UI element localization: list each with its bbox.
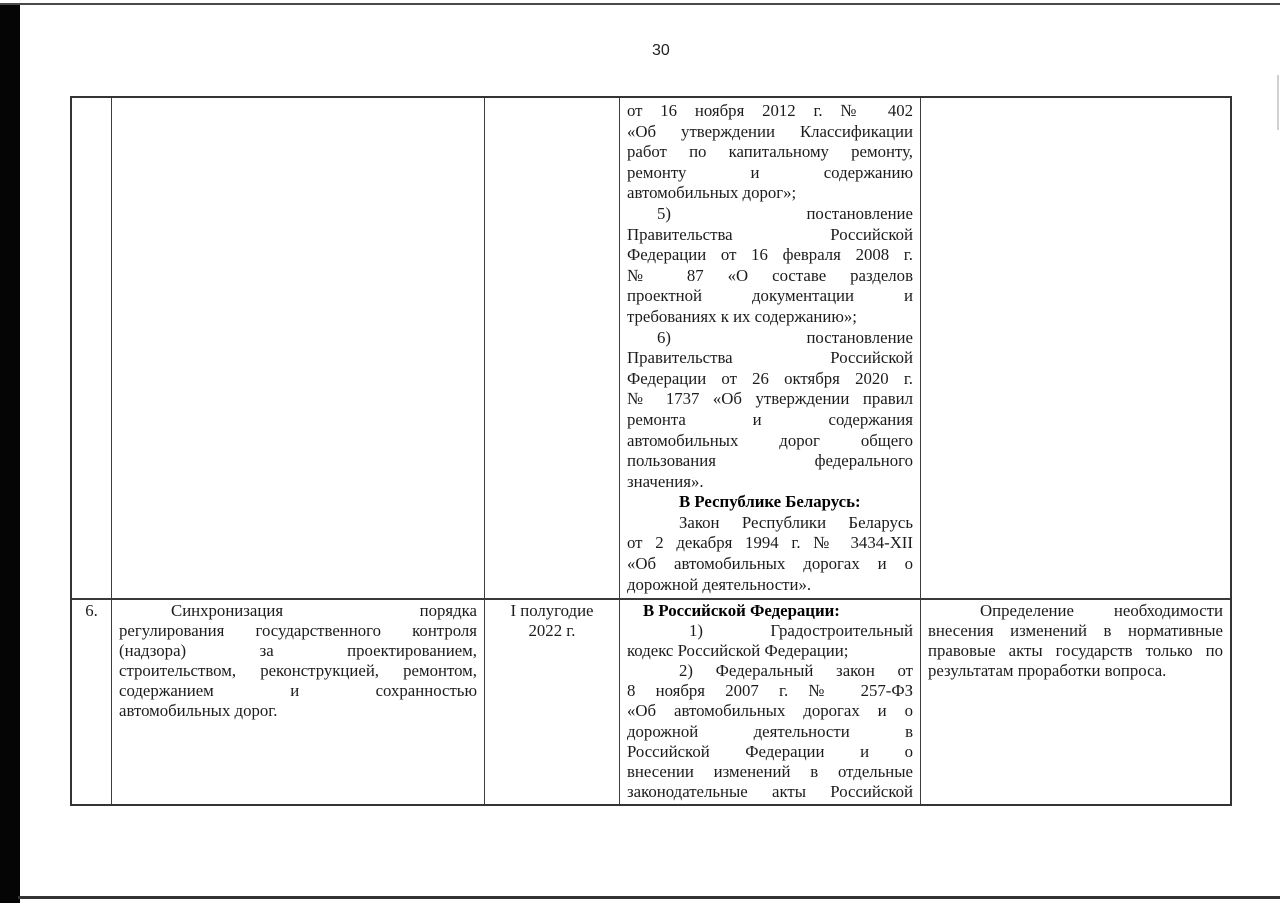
timing-cell-empty xyxy=(485,98,620,598)
text-line: Определение необходимости xyxy=(980,601,1223,620)
text-line: автомобильных дорог»; xyxy=(627,183,797,203)
text-line: 6) постановление xyxy=(657,327,913,347)
measure-cell-empty xyxy=(112,98,485,598)
row-number-cell xyxy=(72,600,112,804)
text-line: Закон Республики Беларусь xyxy=(679,512,913,532)
text-line: внесения изменений в нормативные xyxy=(928,621,1223,641)
scan-right-artifact xyxy=(1277,75,1279,130)
text-line: автомобильных дорог общего xyxy=(627,430,913,450)
text-line: правовые акты государств только по xyxy=(928,641,1223,661)
scan-edge-bar xyxy=(0,3,20,903)
text-line: требованиях к их содержанию»; xyxy=(627,306,857,326)
text-line: значения». xyxy=(627,471,704,491)
continuation-row xyxy=(72,98,1230,598)
text-line: № 1737 «Об утверждении правил xyxy=(627,389,913,409)
notes-cell xyxy=(921,600,1230,804)
text-line: дорожной деятельности». xyxy=(627,574,812,594)
text-line: 1) Градостроительный xyxy=(689,621,913,641)
legal-basis-cell xyxy=(620,98,921,598)
scan-top-line xyxy=(0,3,1280,5)
text-line: содержанием и сохранностью xyxy=(119,681,477,701)
text-line: (надзора) за проектированием, xyxy=(119,641,477,661)
text-line: 2022 г. xyxy=(528,621,576,641)
text-line: пользования федерального xyxy=(627,451,913,471)
text-line: 2) Федеральный закон от xyxy=(679,661,913,681)
text-line: ремонту и содержанию xyxy=(627,162,913,182)
text-line: от 2 декабря 1994 г. № 3434-XII xyxy=(627,533,913,553)
text-line: работ по капитальному ремонту, xyxy=(627,142,913,162)
text-line: 8 ноября 2007 г. № 257-ФЗ xyxy=(627,681,913,701)
number-cell-empty xyxy=(72,98,112,598)
text-line: «Об автомобильных дорогах и о xyxy=(627,554,913,574)
text-line: ремонта и содержания xyxy=(627,409,913,429)
text-line: регулирования государственного контроля xyxy=(119,621,477,641)
text-line: 5) постановление xyxy=(657,203,913,223)
text-line: Федерации от 16 февраля 2008 г. xyxy=(627,245,913,265)
text-line: Синхронизация порядка xyxy=(171,601,477,620)
measure-cell xyxy=(112,600,485,804)
text-line: Правительства Российской xyxy=(627,224,913,244)
text-line: кодекс Российской Федерации; xyxy=(627,641,849,661)
text-line: Правительства Российской xyxy=(627,348,913,368)
text-line: от 16 ноября 2012 г. № 402 xyxy=(627,101,913,120)
text-line: В Республике Беларусь: xyxy=(679,492,861,512)
text-line: «Об утверждении Классификации xyxy=(627,121,913,141)
legal-basis-cell xyxy=(620,600,921,804)
text-line: I полугодие xyxy=(510,601,594,620)
text-line: результатам проработки вопроса. xyxy=(928,661,1167,681)
text-line: проектной документации и xyxy=(627,286,913,306)
text-line: автомобильных дорог. xyxy=(119,701,278,721)
scan-bottom-line xyxy=(18,896,1280,899)
row-number: 6. xyxy=(85,601,98,620)
text-line: внесении изменений в отдельные xyxy=(627,761,913,781)
notes-cell-empty xyxy=(921,98,1230,598)
text-line: дорожной деятельности в xyxy=(627,721,913,741)
text-line: № 87 «О составе разделов xyxy=(627,265,913,285)
table-row-6 xyxy=(72,598,1230,804)
text-line: В Российской Федерации: xyxy=(643,601,840,620)
text-line: Российской Федерации и о xyxy=(627,741,913,761)
page-number: 30 xyxy=(652,42,670,59)
legal-measures-table xyxy=(70,96,1232,806)
text-line: Федерации от 26 октября 2020 г. xyxy=(627,368,913,388)
timing-cell xyxy=(485,600,620,804)
text-line: «Об автомобильных дорогах и о xyxy=(627,701,913,721)
text-line: законодательные акты Российской xyxy=(627,781,913,801)
text-line: строительством, реконструкцией, ремонтом, xyxy=(119,661,477,681)
